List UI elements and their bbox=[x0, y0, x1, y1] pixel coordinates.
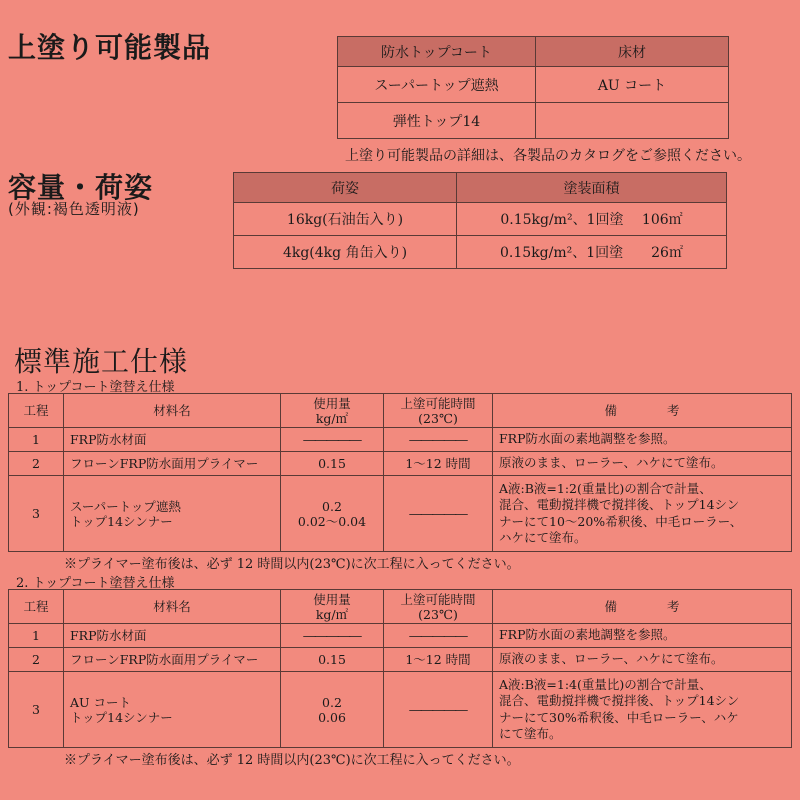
section-2-title: 2. トップコート塗替え仕様 bbox=[16, 576, 175, 591]
section-2-note: ※プライマー塗布後は、必ず 12 時間以内(23℃)に次工程に入ってください。 bbox=[64, 753, 520, 768]
interval-cell: ――――― bbox=[384, 624, 493, 648]
spec-table-1 bbox=[8, 393, 792, 552]
section-1-note: ※プライマー塗布後は、必ず 12 時間以内(23℃)に次工程に入ってください。 bbox=[64, 557, 520, 572]
material-cell: AU コート トップ14シンナー bbox=[64, 672, 281, 748]
header-material: 材料名 bbox=[64, 590, 281, 624]
material-cell: FRP防水材面 bbox=[64, 428, 281, 452]
capacity-cell: 0.15kg/m²、1回塗 106㎡ bbox=[457, 203, 727, 236]
material-cell: フローンFRP防水面用プライマー bbox=[64, 648, 281, 672]
interval-cell: ――――― bbox=[384, 428, 493, 452]
header-usage: 使用量 kg/㎡ bbox=[281, 590, 384, 624]
usage-cell: ――――― bbox=[281, 624, 384, 648]
header-step: 工程 bbox=[9, 394, 64, 428]
header-interval: 上塗可能時間 (23℃) bbox=[384, 394, 493, 428]
standard-title: 標準施工仕様 bbox=[14, 345, 189, 378]
usage-cell: 0.15 bbox=[281, 648, 384, 672]
usage-cell: 0.2 0.06 bbox=[281, 672, 384, 748]
overcoat-cell: 弾性トップ14 bbox=[338, 103, 536, 139]
header-interval: 上塗可能時間 (23℃) bbox=[384, 590, 493, 624]
capacity-cell: 4kg(4kg 角缶入り) bbox=[234, 236, 457, 269]
capacity-title: 容量・荷姿 bbox=[8, 171, 154, 204]
material-cell: フローンFRP防水面用プライマー bbox=[64, 452, 281, 476]
header-usage: 使用量 kg/㎡ bbox=[281, 394, 384, 428]
capacity-cell: 0.15kg/m²、1回塗 26㎡ bbox=[457, 236, 727, 269]
remarks-cell: FRP防水面の素地調整を参照。 bbox=[493, 624, 792, 648]
interval-cell: ――――― bbox=[384, 672, 493, 748]
remarks-cell: FRP防水面の素地調整を参照。 bbox=[493, 428, 792, 452]
step-cell: 1 bbox=[9, 428, 64, 452]
material-cell: FRP防水材面 bbox=[64, 624, 281, 648]
material-cell: スーパートップ遮熱 トップ14シンナー bbox=[64, 476, 281, 552]
remarks-cell: A液:B液=1:4(重量比)の割合で計量、 混合、電動撹拌機で撹拌後、トップ14シン ナーにて30%希釈後、中毛ローラー、ハケ にて塗布。 bbox=[493, 672, 792, 748]
step-cell: 2 bbox=[9, 648, 64, 672]
remarks-cell: 原液のまま、ローラー、ハケにて塗布。 bbox=[493, 648, 792, 672]
overcoat-note: 上塗り可能製品の詳細は、各製品のカタログをご参照ください。 bbox=[345, 148, 751, 164]
header-step: 工程 bbox=[9, 590, 64, 624]
usage-cell: 0.2 0.02〜0.04 bbox=[281, 476, 384, 552]
overcoat-header-floor: 床材 bbox=[536, 37, 729, 67]
remarks-cell: A液:B液=1:2(重量比)の割合で計量、 混合、電動撹拌機で撹拌後、トップ14シン ナーにて10〜20%希釈後、中毛ローラー、 ハケにて塗布。 bbox=[493, 476, 792, 552]
interval-cell: ――――― bbox=[384, 476, 493, 552]
capacity-subtitle: (外観:褐色透明液) bbox=[8, 200, 140, 218]
interval-cell: 1〜12 時間 bbox=[384, 452, 493, 476]
step-cell: 2 bbox=[9, 452, 64, 476]
header-remarks: 備 考 bbox=[493, 394, 792, 428]
section-1-title: 1. トップコート塗替え仕様 bbox=[16, 380, 175, 395]
overcoat-header-topcoat: 防水トップコート bbox=[338, 37, 536, 67]
remarks-cell: 原液のまま、ローラー、ハケにて塗布。 bbox=[493, 452, 792, 476]
overcoat-cell: スーパートップ遮熱 bbox=[338, 67, 536, 103]
overcoat-cell bbox=[536, 103, 729, 139]
capacity-table bbox=[233, 172, 727, 269]
header-remarks: 備 考 bbox=[493, 590, 792, 624]
step-cell: 3 bbox=[9, 672, 64, 748]
overcoat-title: 上塗り可能製品 bbox=[8, 31, 212, 64]
capacity-header-package: 荷姿 bbox=[234, 173, 457, 203]
overcoat-cell: AU コート bbox=[536, 67, 729, 103]
usage-cell: 0.15 bbox=[281, 452, 384, 476]
capacity-cell: 16kg(石油缶入り) bbox=[234, 203, 457, 236]
overcoat-table bbox=[337, 36, 729, 139]
usage-cell: ――――― bbox=[281, 428, 384, 452]
spec-table-2 bbox=[8, 589, 792, 748]
interval-cell: 1〜12 時間 bbox=[384, 648, 493, 672]
header-material: 材料名 bbox=[64, 394, 281, 428]
capacity-header-area: 塗装面積 bbox=[457, 173, 727, 203]
step-cell: 3 bbox=[9, 476, 64, 552]
step-cell: 1 bbox=[9, 624, 64, 648]
